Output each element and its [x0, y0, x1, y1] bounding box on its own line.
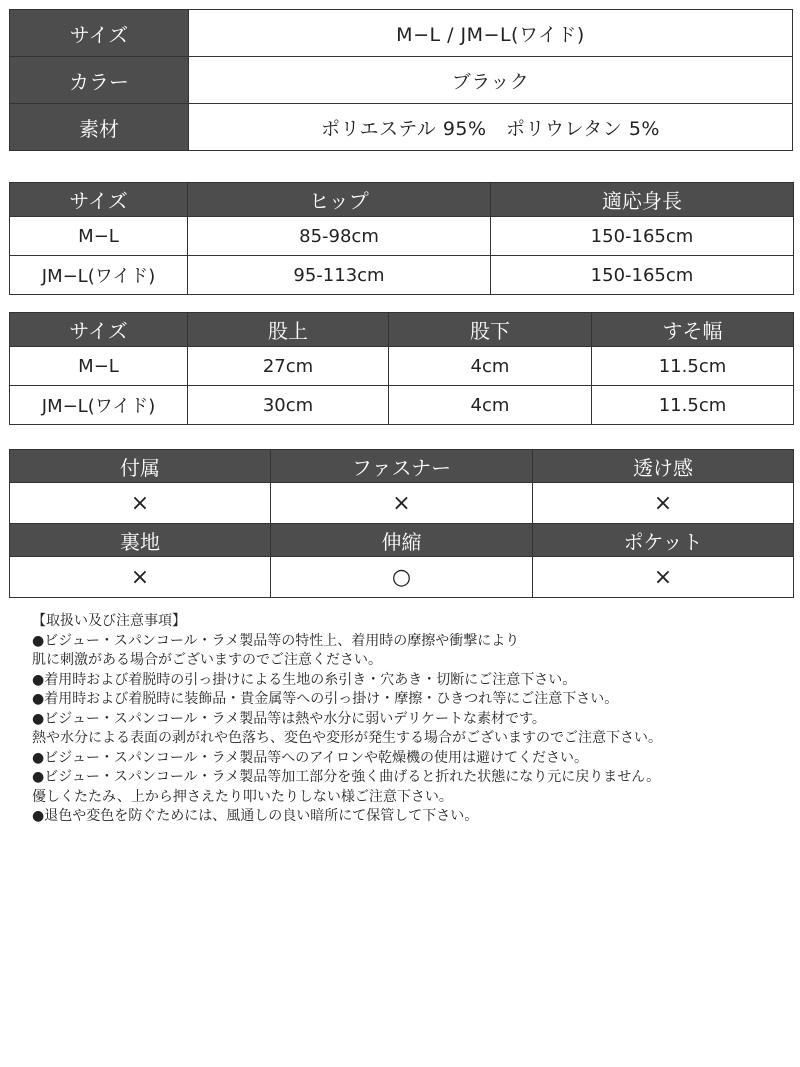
cell-size: JM−L(ワイド) [10, 386, 188, 425]
notes-line: 熱や水分による表面の剥がれや色落ち、変色や変形が発生する場合がございますのでご注意下さい。 [32, 730, 662, 746]
table-header-row [10, 524, 794, 557]
cell-rise: 27cm [188, 347, 389, 386]
header-pocket: ポケット [533, 524, 794, 557]
cell-height: 150-165cm [491, 256, 794, 295]
spec-value-material: ポリエステル 95% ポリウレタン 5% [189, 104, 793, 151]
cell-hip: 85-98cm [188, 217, 491, 256]
header-height: 適応身長 [491, 183, 794, 217]
cell-size: M−L [10, 347, 188, 386]
header-hem-width: すそ幅 [592, 313, 794, 347]
spec-row-color [10, 57, 793, 104]
hip-size-table [9, 182, 794, 295]
table-row [10, 386, 794, 425]
notes-line: ●ビジュー・スパンコール・ラメ製品等は熱や水分に弱いデリケートな素材です。 [32, 710, 546, 727]
header-size: サイズ [10, 313, 188, 347]
cell-size: JM−L(ワイド) [10, 256, 188, 295]
notes-line: ●着用時および着脱時の引っ掛けによる生地の糸引き・穴あき・切断にご注意下さい。 [32, 671, 577, 688]
cell-rise: 30cm [188, 386, 389, 425]
cell-hip: 95-113cm [188, 256, 491, 295]
spec-value-color: ブラック [189, 57, 793, 104]
notes-line: ●退色や変色を防ぐためには、風通しの良い暗所にて保管して下さい。 [32, 808, 479, 824]
notes-line: ●ビジュー・スパンコール・ラメ製品等の特性上、着用時の摩擦や衝撃により [32, 632, 520, 649]
notes-line: ●着用時および着脱時に装飾品・貴金属等への引っ掛け・摩擦・ひきつれ等にご注意下さい。 [32, 691, 619, 707]
header-size: サイズ [10, 183, 188, 217]
cell-inseam: 4cm [389, 386, 592, 425]
care-notes [32, 612, 772, 827]
spec-label-material: 素材 [10, 104, 189, 151]
header-accessory: 付属 [10, 450, 271, 483]
cell-lining: × [10, 557, 271, 598]
header-lining: 裏地 [10, 524, 271, 557]
spec-row-size [10, 10, 793, 57]
table-header-row [10, 450, 794, 483]
cell-zipper: × [271, 483, 533, 524]
spec-row-material [10, 104, 793, 151]
cell-height: 150-165cm [491, 217, 794, 256]
table-header-row [10, 183, 794, 217]
spec-value-size: M−L / JM−L(ワイド) [189, 10, 793, 57]
cell-accessory: × [10, 483, 271, 524]
table-row [10, 256, 794, 295]
notes-line: 優しくたたみ、上から押さえたり叩いたりしない様ご注意下さい。 [32, 788, 453, 805]
header-rise: 股上 [188, 313, 389, 347]
table-header-row [10, 313, 794, 347]
spec-table [9, 9, 793, 151]
spec-label-color: カラー [10, 57, 189, 104]
header-sheerness: 透け感 [533, 450, 794, 483]
cell-stretch: ○ [271, 557, 533, 598]
length-size-table [9, 312, 794, 425]
notes-line: ●ビジュー・スパンコール・ラメ製品等へのアイロンや乾燥機の使用は避けてください。 [32, 749, 588, 766]
table-row [10, 217, 794, 256]
feature-table [9, 449, 794, 598]
notes-line: ●ビジュー・スパンコール・ラメ製品等加工部分を強く曲げると折れた状態になり元に戻りません。 [32, 769, 661, 785]
cell-inseam: 4cm [389, 347, 592, 386]
cell-pocket: × [533, 557, 794, 598]
header-stretch: 伸縮 [271, 524, 533, 557]
header-inseam: 股下 [389, 313, 592, 347]
notes-line: 肌に刺激がある場合がございますのでご注意ください。 [32, 652, 382, 668]
table-row [10, 557, 794, 598]
spec-label-size: サイズ [10, 10, 189, 57]
table-row [10, 347, 794, 386]
cell-sheerness: × [533, 483, 794, 524]
cell-hem-width: 11.5cm [592, 386, 794, 425]
table-row [10, 483, 794, 524]
cell-hem-width: 11.5cm [592, 347, 794, 386]
notes-heading: 【取扱い及び注意事項】 [32, 613, 186, 629]
cell-size: M−L [10, 217, 188, 256]
header-zipper: ファスナー [271, 450, 533, 483]
header-hip: ヒップ [188, 183, 491, 217]
